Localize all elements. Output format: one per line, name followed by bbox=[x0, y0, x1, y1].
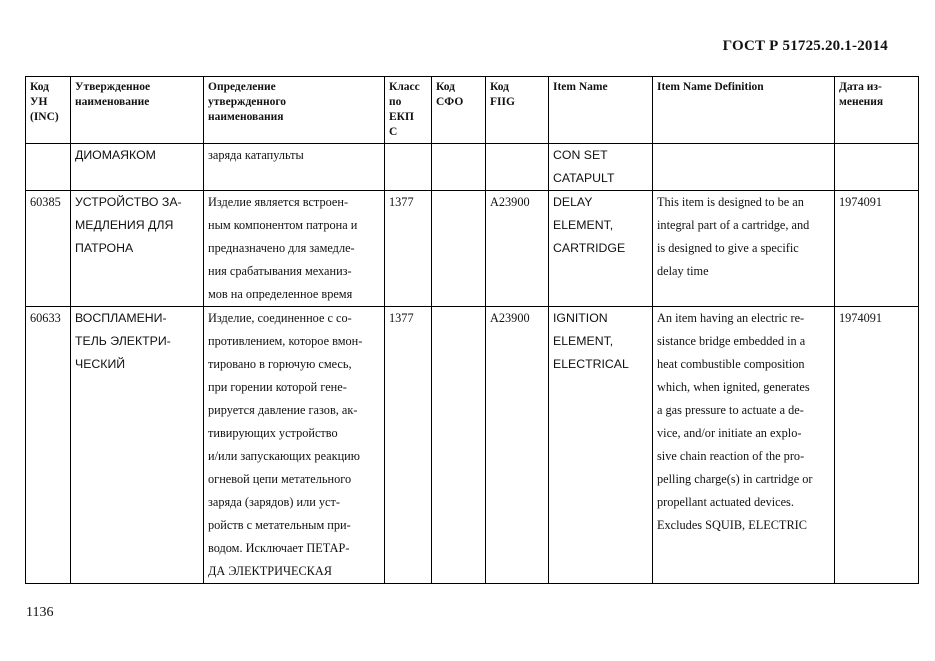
text-line: which, when ignited, generates bbox=[657, 380, 810, 394]
text-line: (INC) bbox=[30, 111, 59, 123]
text-line: Код bbox=[30, 81, 50, 93]
cell-inc: 60633 bbox=[26, 307, 71, 584]
cell-fiig: A23900 bbox=[486, 307, 549, 584]
text-line: FIIG bbox=[490, 96, 515, 108]
text-line: ЧЕСКИЙ bbox=[75, 357, 126, 371]
cell-date bbox=[835, 144, 919, 191]
cell-sfo bbox=[432, 144, 486, 191]
text-line: тировано в горючую смесь, bbox=[208, 357, 352, 371]
text-line: СФО bbox=[436, 96, 464, 108]
text-line: водом. Исключает ПЕТАР- bbox=[208, 541, 350, 555]
text-line: ройств с метательным при- bbox=[208, 518, 351, 532]
cell-approved-name bbox=[71, 307, 204, 584]
text-line: Класс bbox=[389, 81, 420, 93]
text-line: An item having an electric re- bbox=[657, 311, 805, 325]
text-line: по bbox=[389, 96, 402, 108]
text-line: ния срабатывания механиз- bbox=[208, 264, 352, 278]
text-line: Изделие является встроен- bbox=[208, 195, 349, 209]
text-line: CATAPULT bbox=[553, 171, 615, 185]
col-header-definition bbox=[204, 77, 385, 144]
text-line: С bbox=[389, 126, 398, 138]
text-line: propellant actuated devices. bbox=[657, 495, 794, 509]
cell-item-name bbox=[549, 307, 653, 584]
cell-class bbox=[385, 144, 432, 191]
text-line: integral part of a cartridge, and bbox=[657, 218, 810, 232]
text-line: sive chain reaction of the pro- bbox=[657, 449, 805, 463]
cell-inc bbox=[26, 144, 71, 191]
text-line: УН bbox=[30, 96, 48, 108]
text-line: ДА ЭЛЕКТРИЧЕСКАЯ bbox=[208, 564, 332, 578]
col-header-fiig bbox=[486, 77, 549, 144]
cell-item-def bbox=[653, 144, 835, 191]
text-line: ным компонентом патрона и bbox=[208, 218, 358, 232]
col-header-inc bbox=[26, 77, 71, 144]
text-line: DELAY bbox=[553, 195, 593, 209]
text-line: Код bbox=[436, 81, 456, 93]
cell-definition bbox=[204, 307, 385, 584]
text-line: утвержденного bbox=[208, 96, 287, 108]
text-line: УСТРОЙСТВО ЗА- bbox=[75, 195, 182, 209]
text-line: предназначено для замедле- bbox=[208, 241, 355, 255]
text-line: Определение bbox=[208, 81, 276, 93]
text-line: Item Name Definition bbox=[657, 81, 764, 93]
cell-date: 1974091 bbox=[835, 191, 919, 307]
text-line: Утвержденное bbox=[75, 81, 151, 93]
text-line: Item Name bbox=[553, 81, 608, 93]
col-header-date bbox=[835, 77, 919, 144]
cell-definition bbox=[204, 191, 385, 307]
cell-approved-name bbox=[71, 144, 204, 191]
text-line: pelling charge(s) in cartridge or bbox=[657, 472, 813, 486]
text-line: мов на определенное время bbox=[208, 287, 353, 301]
cell-fiig: A23900 bbox=[486, 191, 549, 307]
text-line: тивирующих устройство bbox=[208, 426, 338, 440]
text-line: МЕДЛЕНИЯ ДЛЯ bbox=[75, 218, 174, 232]
text-line: heat combustible composition bbox=[657, 357, 805, 371]
text-line: This item is designed to be an bbox=[657, 195, 804, 209]
text-line: vice, and/or initiate an explo- bbox=[657, 426, 802, 440]
text-line: противлением, которое вмон- bbox=[208, 334, 363, 348]
cell-item-def bbox=[653, 191, 835, 307]
cell-item-def bbox=[653, 307, 835, 584]
cell-class: 1377 bbox=[385, 191, 432, 307]
text-line: наименование bbox=[75, 96, 150, 108]
text-line: Код bbox=[490, 81, 510, 93]
text-line: ДИОМАЯКОМ bbox=[75, 148, 156, 162]
cell-inc: 60385 bbox=[26, 191, 71, 307]
text-line: ELEMENT, bbox=[553, 334, 614, 348]
col-header-sfo bbox=[432, 77, 486, 144]
text-line: ВОСПЛАМЕНИ- bbox=[75, 311, 167, 325]
cell-sfo bbox=[432, 191, 486, 307]
text-line: a gas pressure to actuate a de- bbox=[657, 403, 804, 417]
text-line: Дата из- bbox=[839, 81, 882, 93]
text-line: ELECTRICAL bbox=[553, 357, 629, 371]
text-line: CARTRIDGE bbox=[553, 241, 626, 255]
table-header-row bbox=[26, 77, 919, 144]
cell-definition bbox=[204, 144, 385, 191]
text-line: delay time bbox=[657, 264, 709, 278]
text-line: и/или запускающих реакцию bbox=[208, 449, 360, 463]
text-line: IGNITION bbox=[553, 311, 608, 325]
table-row bbox=[26, 144, 919, 191]
text-line: Excludes SQUIB, ELECTRIC bbox=[657, 518, 807, 532]
text-line: ELEMENT, bbox=[553, 218, 614, 232]
cell-item-name bbox=[549, 191, 653, 307]
cell-date: 1974091 bbox=[835, 307, 919, 584]
specification-table bbox=[25, 76, 919, 584]
text-line: is designed to give a specific bbox=[657, 241, 799, 255]
text-line: ТЕЛЬ ЭЛЕКТРИ- bbox=[75, 334, 171, 348]
text-line: ПАТРОНА bbox=[75, 241, 134, 255]
col-header-item-def bbox=[653, 77, 835, 144]
table-row bbox=[26, 307, 919, 584]
text-line: Изделие, соединенное с со- bbox=[208, 311, 352, 325]
text-line: CON SET bbox=[553, 148, 608, 162]
cell-fiig bbox=[486, 144, 549, 191]
text-line: ЕКП bbox=[389, 111, 414, 123]
cell-class: 1377 bbox=[385, 307, 432, 584]
cell-sfo bbox=[432, 307, 486, 584]
table-row bbox=[26, 191, 919, 307]
text-line: менения bbox=[839, 96, 884, 108]
col-header-class bbox=[385, 77, 432, 144]
cell-approved-name bbox=[71, 191, 204, 307]
text-line: заряда (зарядов) или уст- bbox=[208, 495, 340, 509]
text-line: sistance bridge embedded in a bbox=[657, 334, 806, 348]
cell-item-name bbox=[549, 144, 653, 191]
col-header-item-name bbox=[549, 77, 653, 144]
page-number: 1136 bbox=[26, 605, 54, 620]
text-line: огневой цепи метательного bbox=[208, 472, 352, 486]
text-line: рируется давление газов, ак- bbox=[208, 403, 358, 417]
text-line: заряда катапульты bbox=[208, 148, 304, 162]
col-header-approved-name bbox=[71, 77, 204, 144]
standard-identifier: ГОСТ Р 51725.20.1-2014 bbox=[722, 38, 888, 54]
text-line: при горении которой гене- bbox=[208, 380, 347, 394]
text-line: наименования bbox=[208, 111, 284, 123]
